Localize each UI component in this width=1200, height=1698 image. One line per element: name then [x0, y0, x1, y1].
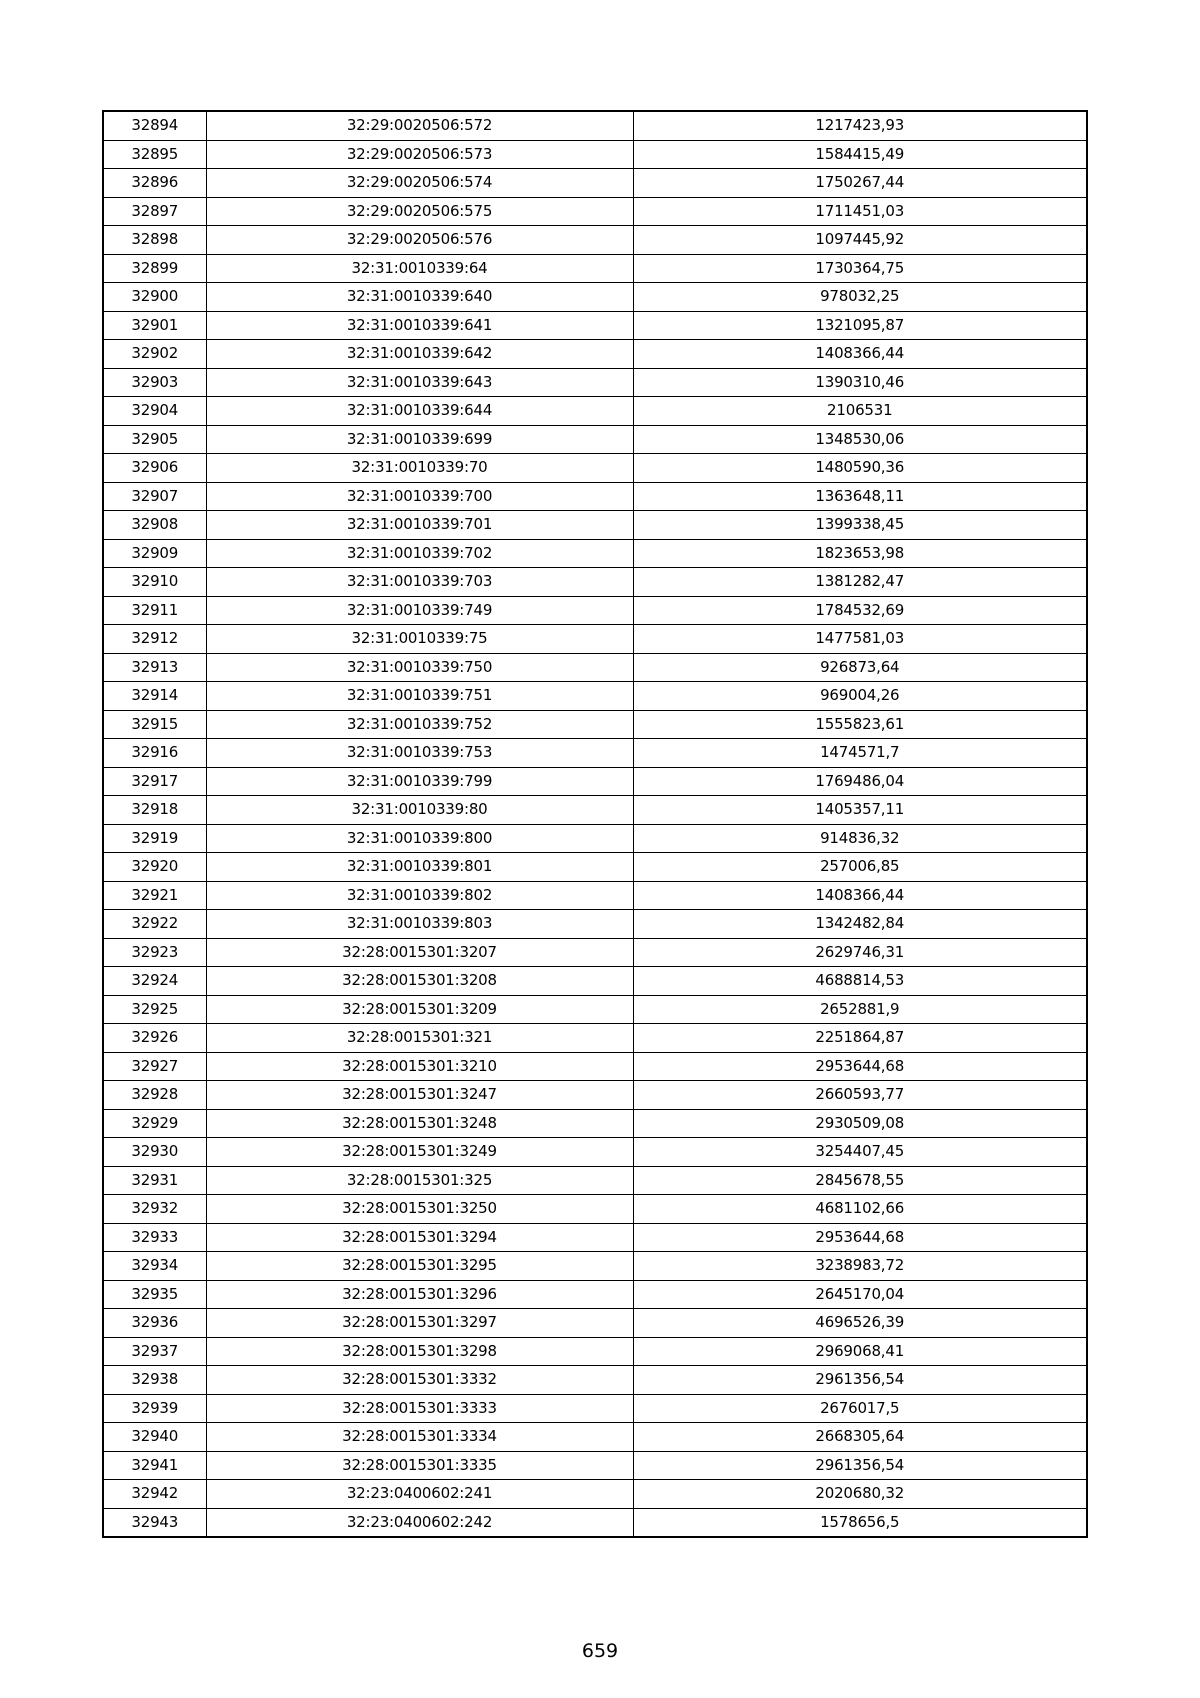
row-number-cell: 32905	[103, 425, 206, 454]
cadastral-number-cell: 32:31:0010339:702	[206, 539, 633, 568]
cadastral-value-cell: 1823653,98	[633, 539, 1087, 568]
table-row	[103, 1024, 1087, 1053]
table-row	[103, 1280, 1087, 1309]
cadastral-value-cell: 2251864,87	[633, 1024, 1087, 1053]
row-number-cell: 32895	[103, 140, 206, 169]
table-row	[103, 340, 1087, 369]
row-number-cell: 32918	[103, 796, 206, 825]
cadastral-value-cell: 1555823,61	[633, 710, 1087, 739]
table-row	[103, 1166, 1087, 1195]
cadastral-number-cell: 32:28:0015301:3298	[206, 1337, 633, 1366]
row-number-cell: 32900	[103, 283, 206, 312]
cadastral-value-cell: 1750267,44	[633, 169, 1087, 198]
table-row	[103, 397, 1087, 426]
cadastral-value-cell: 3238983,72	[633, 1252, 1087, 1281]
table-row	[103, 311, 1087, 340]
cadastral-number-cell: 32:31:0010339:75	[206, 625, 633, 654]
cadastral-number-cell: 32:28:0015301:3249	[206, 1138, 633, 1167]
cadastral-value-cell: 2629746,31	[633, 938, 1087, 967]
table-row	[103, 1138, 1087, 1167]
row-number-cell: 32898	[103, 226, 206, 255]
row-number-cell: 32922	[103, 910, 206, 939]
row-number-cell: 32912	[103, 625, 206, 654]
table-row	[103, 1252, 1087, 1281]
row-number-cell: 32937	[103, 1337, 206, 1366]
row-number-cell: 32904	[103, 397, 206, 426]
row-number-cell: 32915	[103, 710, 206, 739]
cadastral-number-cell: 32:31:0010339:642	[206, 340, 633, 369]
cadastral-number-cell: 32:28:0015301:3296	[206, 1280, 633, 1309]
table-row	[103, 511, 1087, 540]
cadastral-number-cell: 32:31:0010339:750	[206, 653, 633, 682]
table-row	[103, 1366, 1087, 1395]
cadastral-number-cell: 32:31:0010339:64	[206, 254, 633, 283]
cadastral-number-cell: 32:31:0010339:800	[206, 824, 633, 853]
row-number-cell: 32941	[103, 1451, 206, 1480]
row-number-cell: 32897	[103, 197, 206, 226]
cadastral-value-cell: 1348530,06	[633, 425, 1087, 454]
cadastral-number-cell: 32:31:0010339:644	[206, 397, 633, 426]
cadastral-value-cell: 2961356,54	[633, 1366, 1087, 1395]
cadastral-value-cell: 969004,26	[633, 682, 1087, 711]
table-row	[103, 169, 1087, 198]
table-row	[103, 482, 1087, 511]
cadastral-number-cell: 32:28:0015301:3250	[206, 1195, 633, 1224]
cadastral-number-cell: 32:31:0010339:749	[206, 596, 633, 625]
cadastral-number-cell: 32:28:0015301:325	[206, 1166, 633, 1195]
table-row	[103, 1508, 1087, 1537]
cadastral-value-cell: 1480590,36	[633, 454, 1087, 483]
table-row	[103, 1223, 1087, 1252]
cadastral-value-cell: 2845678,55	[633, 1166, 1087, 1195]
row-number-cell: 32930	[103, 1138, 206, 1167]
cadastral-value-cell: 2106531	[633, 397, 1087, 426]
cadastral-value-cell: 1408366,44	[633, 881, 1087, 910]
table-row	[103, 1195, 1087, 1224]
table-row	[103, 1394, 1087, 1423]
row-number-cell: 32899	[103, 254, 206, 283]
cadastral-value-cell: 1390310,46	[633, 368, 1087, 397]
cadastral-value-table	[102, 110, 1088, 1538]
table-row	[103, 1451, 1087, 1480]
row-number-cell: 32906	[103, 454, 206, 483]
cadastral-number-cell: 32:31:0010339:70	[206, 454, 633, 483]
cadastral-number-cell: 32:23:0400602:241	[206, 1480, 633, 1509]
cadastral-number-cell: 32:31:0010339:643	[206, 368, 633, 397]
cadastral-number-cell: 32:28:0015301:3248	[206, 1109, 633, 1138]
table-row	[103, 596, 1087, 625]
cadastral-value-cell: 2660593,77	[633, 1081, 1087, 1110]
cadastral-number-cell: 32:28:0015301:3332	[206, 1366, 633, 1395]
cadastral-value-cell: 4688814,53	[633, 967, 1087, 996]
cadastral-number-cell: 32:29:0020506:575	[206, 197, 633, 226]
cadastral-number-cell: 32:29:0020506:572	[206, 111, 633, 140]
row-number-cell: 32929	[103, 1109, 206, 1138]
row-number-cell: 32923	[103, 938, 206, 967]
cadastral-value-cell: 2668305,64	[633, 1423, 1087, 1452]
row-number-cell: 32919	[103, 824, 206, 853]
table-row	[103, 881, 1087, 910]
table-row	[103, 539, 1087, 568]
cadastral-value-cell: 4681102,66	[633, 1195, 1087, 1224]
row-number-cell: 32933	[103, 1223, 206, 1252]
row-number-cell: 32938	[103, 1366, 206, 1395]
cadastral-number-cell: 32:31:0010339:699	[206, 425, 633, 454]
cadastral-number-cell: 32:28:0015301:321	[206, 1024, 633, 1053]
table-row	[103, 1423, 1087, 1452]
cadastral-value-cell: 1477581,03	[633, 625, 1087, 654]
table-row	[103, 710, 1087, 739]
cadastral-number-cell: 32:29:0020506:574	[206, 169, 633, 198]
row-number-cell: 32894	[103, 111, 206, 140]
cadastral-number-cell: 32:31:0010339:641	[206, 311, 633, 340]
cadastral-number-cell: 32:31:0010339:753	[206, 739, 633, 768]
cadastral-value-cell: 926873,64	[633, 653, 1087, 682]
cadastral-value-cell: 2961356,54	[633, 1451, 1087, 1480]
cadastral-number-cell: 32:31:0010339:700	[206, 482, 633, 511]
row-number-cell: 32901	[103, 311, 206, 340]
cadastral-value-cell: 2676017,5	[633, 1394, 1087, 1423]
table-row	[103, 568, 1087, 597]
cadastral-number-cell: 32:28:0015301:3294	[206, 1223, 633, 1252]
cadastral-number-cell: 32:31:0010339:80	[206, 796, 633, 825]
cadastral-number-cell: 32:31:0010339:640	[206, 283, 633, 312]
cadastral-value-cell: 257006,85	[633, 853, 1087, 882]
row-number-cell: 32928	[103, 1081, 206, 1110]
cadastral-value-cell: 1381282,47	[633, 568, 1087, 597]
page-number: 659	[581, 1640, 619, 1662]
table-row	[103, 140, 1087, 169]
cadastral-value-cell: 914836,32	[633, 824, 1087, 853]
table-row	[103, 1309, 1087, 1338]
cadastral-value-cell: 1578656,5	[633, 1508, 1087, 1537]
cadastral-number-cell: 32:28:0015301:3207	[206, 938, 633, 967]
table-row	[103, 682, 1087, 711]
table-row	[103, 1480, 1087, 1509]
cadastral-number-cell: 32:23:0400602:242	[206, 1508, 633, 1537]
cadastral-number-cell: 32:28:0015301:3335	[206, 1451, 633, 1480]
table-row	[103, 653, 1087, 682]
table-row	[103, 995, 1087, 1024]
cadastral-number-cell: 32:31:0010339:803	[206, 910, 633, 939]
cadastral-value-cell: 1474571,7	[633, 739, 1087, 768]
cadastral-number-cell: 32:28:0015301:3210	[206, 1052, 633, 1081]
cadastral-number-cell: 32:31:0010339:751	[206, 682, 633, 711]
table-row	[103, 197, 1087, 226]
cadastral-number-cell: 32:31:0010339:703	[206, 568, 633, 597]
row-number-cell: 32931	[103, 1166, 206, 1195]
row-number-cell: 32911	[103, 596, 206, 625]
cadastral-value-cell: 1399338,45	[633, 511, 1087, 540]
row-number-cell: 32940	[103, 1423, 206, 1452]
cadastral-value-cell: 1711451,03	[633, 197, 1087, 226]
cadastral-number-cell: 32:28:0015301:3334	[206, 1423, 633, 1452]
row-number-cell: 32936	[103, 1309, 206, 1338]
cadastral-value-cell: 1321095,87	[633, 311, 1087, 340]
cadastral-value-cell: 1730364,75	[633, 254, 1087, 283]
row-number-cell: 32910	[103, 568, 206, 597]
table-row	[103, 1109, 1087, 1138]
row-number-cell: 32920	[103, 853, 206, 882]
cadastral-value-cell: 2652881,9	[633, 995, 1087, 1024]
cadastral-value-cell: 1405357,11	[633, 796, 1087, 825]
cadastral-number-cell: 32:28:0015301:3333	[206, 1394, 633, 1423]
row-number-cell: 32908	[103, 511, 206, 540]
cadastral-value-cell: 2969068,41	[633, 1337, 1087, 1366]
row-number-cell: 32921	[103, 881, 206, 910]
table-row	[103, 739, 1087, 768]
cadastral-value-cell: 1363648,11	[633, 482, 1087, 511]
cadastral-number-cell: 32:28:0015301:3208	[206, 967, 633, 996]
table-row	[103, 283, 1087, 312]
row-number-cell: 32925	[103, 995, 206, 1024]
row-number-cell: 32934	[103, 1252, 206, 1281]
cadastral-value-cell: 1769486,04	[633, 767, 1087, 796]
cadastral-value-cell: 1408366,44	[633, 340, 1087, 369]
table-row	[103, 111, 1087, 140]
table-row	[103, 938, 1087, 967]
table-body	[103, 111, 1087, 1537]
table-row	[103, 767, 1087, 796]
row-number-cell: 32927	[103, 1052, 206, 1081]
row-number-cell: 32943	[103, 1508, 206, 1537]
table-row	[103, 910, 1087, 939]
cadastral-value-cell: 1217423,93	[633, 111, 1087, 140]
row-number-cell: 32926	[103, 1024, 206, 1053]
row-number-cell: 32917	[103, 767, 206, 796]
table-row	[103, 254, 1087, 283]
cadastral-value-cell: 4696526,39	[633, 1309, 1087, 1338]
row-number-cell: 32942	[103, 1480, 206, 1509]
cadastral-value-cell: 1342482,84	[633, 910, 1087, 939]
row-number-cell: 32935	[103, 1280, 206, 1309]
cadastral-number-cell: 32:28:0015301:3209	[206, 995, 633, 1024]
cadastral-value-cell: 978032,25	[633, 283, 1087, 312]
row-number-cell: 32903	[103, 368, 206, 397]
row-number-cell: 32914	[103, 682, 206, 711]
cadastral-number-cell: 32:29:0020506:576	[206, 226, 633, 255]
cadastral-value-cell: 2020680,32	[633, 1480, 1087, 1509]
cadastral-value-cell: 1584415,49	[633, 140, 1087, 169]
table-row	[103, 425, 1087, 454]
cadastral-number-cell: 32:31:0010339:802	[206, 881, 633, 910]
cadastral-number-cell: 32:31:0010339:701	[206, 511, 633, 540]
row-number-cell: 32924	[103, 967, 206, 996]
table-row	[103, 1052, 1087, 1081]
cadastral-value-cell: 2930509,08	[633, 1109, 1087, 1138]
row-number-cell: 32939	[103, 1394, 206, 1423]
row-number-cell: 32932	[103, 1195, 206, 1224]
cadastral-value-cell: 1784532,69	[633, 596, 1087, 625]
cadastral-number-cell: 32:31:0010339:752	[206, 710, 633, 739]
row-number-cell: 32909	[103, 539, 206, 568]
table-row	[103, 853, 1087, 882]
cadastral-number-cell: 32:28:0015301:3247	[206, 1081, 633, 1110]
cadastral-number-cell: 32:28:0015301:3297	[206, 1309, 633, 1338]
cadastral-number-cell: 32:28:0015301:3295	[206, 1252, 633, 1281]
cadastral-value-cell: 1097445,92	[633, 226, 1087, 255]
cadastral-value-cell: 2953644,68	[633, 1223, 1087, 1252]
table-row	[103, 368, 1087, 397]
row-number-cell: 32907	[103, 482, 206, 511]
table-row	[103, 226, 1087, 255]
cadastral-value-cell: 3254407,45	[633, 1138, 1087, 1167]
table-row	[103, 1081, 1087, 1110]
row-number-cell: 32916	[103, 739, 206, 768]
table-row	[103, 625, 1087, 654]
table-row	[103, 1337, 1087, 1366]
cadastral-number-cell: 32:29:0020506:573	[206, 140, 633, 169]
cadastral-number-cell: 32:31:0010339:801	[206, 853, 633, 882]
row-number-cell: 32896	[103, 169, 206, 198]
cadastral-value-cell: 2645170,04	[633, 1280, 1087, 1309]
table-row	[103, 454, 1087, 483]
row-number-cell: 32913	[103, 653, 206, 682]
table-row	[103, 824, 1087, 853]
table-row	[103, 796, 1087, 825]
cadastral-number-cell: 32:31:0010339:799	[206, 767, 633, 796]
cadastral-value-cell: 2953644,68	[633, 1052, 1087, 1081]
row-number-cell: 32902	[103, 340, 206, 369]
table-row	[103, 967, 1087, 996]
